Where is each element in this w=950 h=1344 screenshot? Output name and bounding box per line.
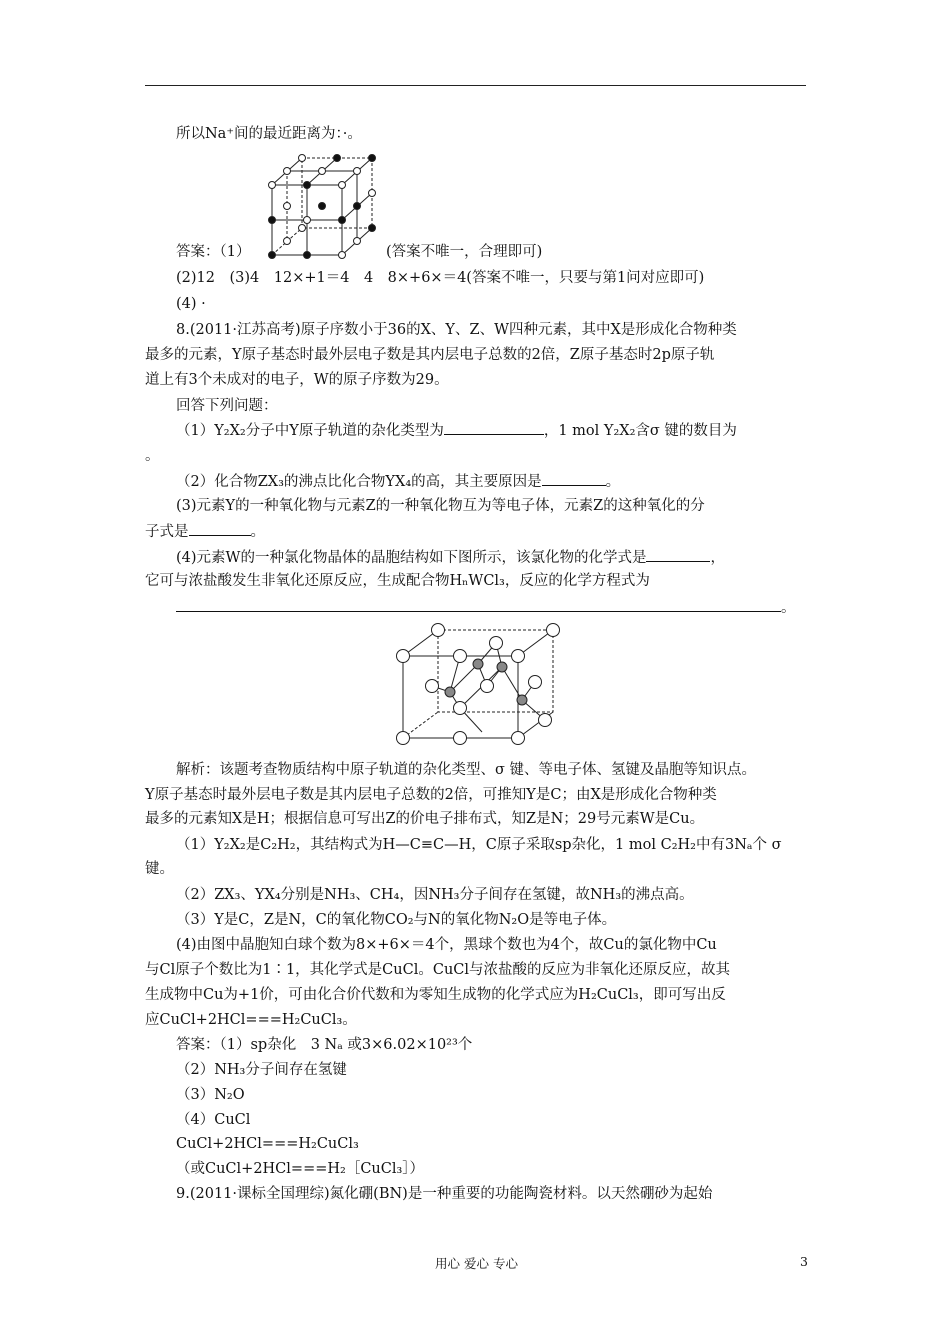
answer-line: （4）CuCl: [176, 1112, 251, 1128]
question-8-part-3: 子式是 。: [145, 521, 265, 542]
question-8-part-2: （2）化合物ZX₃的沸点比化合物YX₄的高，其主要原因是 。: [176, 471, 620, 492]
text-line: 所以Na⁺间的最近距离为：·。: [176, 126, 362, 142]
text-line: (4) ·: [176, 296, 206, 312]
answer-1-note: (答案不唯一，合理即可): [386, 244, 543, 260]
header-rule: [145, 85, 806, 86]
answer-line: 。: [176, 597, 796, 618]
question-8-line: 回答下列问题：: [176, 398, 278, 414]
explanation-line: 最多的元素知X是H；根据信息可写出Z的价电子排布式，知Z是N；29号元素W是Cu。: [145, 811, 705, 827]
explanation-line: 键。: [145, 861, 174, 877]
page-number: 3: [800, 1254, 808, 1269]
question-8-line: 道上有3个未成对的电子，W的原子序数为29。: [145, 372, 449, 388]
explanation-line: （1）Y₂X₂是C₂H₂，其结构式为H—C≡C—H，C原子采取sp杂化，1 mol C₂H₂中有3Nₐ个 σ: [176, 837, 782, 853]
text-line: (2)12 (3)4 12×+1＝4 4 8×+6×＝4(答案不唯一，只要与第1问对应即可): [176, 270, 705, 286]
text-line: 。: [145, 448, 160, 464]
answer-line: 答案：（1）sp杂化 3 Nₐ 或3×6.02×10²³个: [176, 1037, 473, 1053]
explanation-line: 解析：该题考查物质结构中原子轨道的杂化类型、σ 键、等电子体、氢键及晶胞等知识点。: [176, 762, 757, 778]
answer-1-label: 答案：（1）: [176, 244, 251, 260]
question-8-line: 最多的元素，Y原子基态时最外层电子数是其内层电子总数的2倍，Z原子基态时2p原子轨: [145, 347, 715, 363]
footer-motto: 用心 爱心 专心: [435, 1256, 518, 1271]
answer-line: CuCl+2HCl===H₂CuCl₃: [176, 1136, 359, 1152]
explanation-line: 生成物中Cu为+1价，可由化合价代数和为零知生成物的化学式应为H₂CuCl₃，即可写出反: [145, 987, 726, 1003]
explanation-line: 与Cl原子个数比为1∶1，其化学式是CuCl。CuCl与浓盐酸的反应为非氧化还原反应，故其: [145, 962, 731, 978]
explanation-line: （3）Y是C，Z是N，C的氧化物CO₂与N的氧化物N₂O是等电子体。: [176, 912, 617, 928]
question-8-part-3: (3)元素Y的一种氧化物与元素Z的一种氧化物互为等电子体，元素Z的这种氧化的分: [176, 498, 705, 514]
cucl-unit-cell-figure: [392, 622, 567, 747]
explanation-line: (4)由图中晶胞知白球个数为8×+6×＝4个，黑球个数也为4个，故Cu的氯化物中Cu: [176, 937, 717, 953]
question-8-part-1: （1）Y₂X₂分子中Y原子轨道的杂化类型为 ，1 mol Y₂X₂含σ 键的数目为: [176, 420, 737, 441]
question-9-line: 9.(2011·课标全国理综)氮化硼(BN)是一种重要的功能陶瓷材料。以天然硼砂为起始: [176, 1186, 713, 1202]
explanation-line: Y原子基态时最外层电子数是其内层电子总数的2倍，可推知Y是C；由X是形成化合物种类: [145, 787, 717, 803]
question-8-part-4: 它可与浓盐酸发生非氧化还原反应，生成配合物HₙWCl₃，反应的化学方程式为: [145, 573, 650, 589]
question-8-part-4: (4)元素W的一种氯化物晶体的晶胞结构如下图所示，该氯化物的化学式是 ，: [176, 547, 725, 568]
answer-line: （3）N₂O: [176, 1087, 245, 1103]
answer-line: （2）NH₃分子间存在氢键: [176, 1062, 347, 1078]
explanation-line: 应CuCl+2HCl===H₂CuCl₃。: [145, 1012, 357, 1028]
explanation-line: （2）ZX₃、YX₄分别是NH₃、CH₄，因NH₃分子间存在氢键，故NH₃的沸点高。: [176, 887, 694, 903]
question-8-line: 8.(2011·江苏高考)原子序数小于36的X、Y、Z、W四种元素，其中X是形成化合物种类: [176, 322, 737, 338]
answer-line: （或CuCl+2HCl===H₂［CuCl₃］）: [176, 1161, 425, 1177]
nacl-cube-lattice-figure: [262, 148, 382, 258]
